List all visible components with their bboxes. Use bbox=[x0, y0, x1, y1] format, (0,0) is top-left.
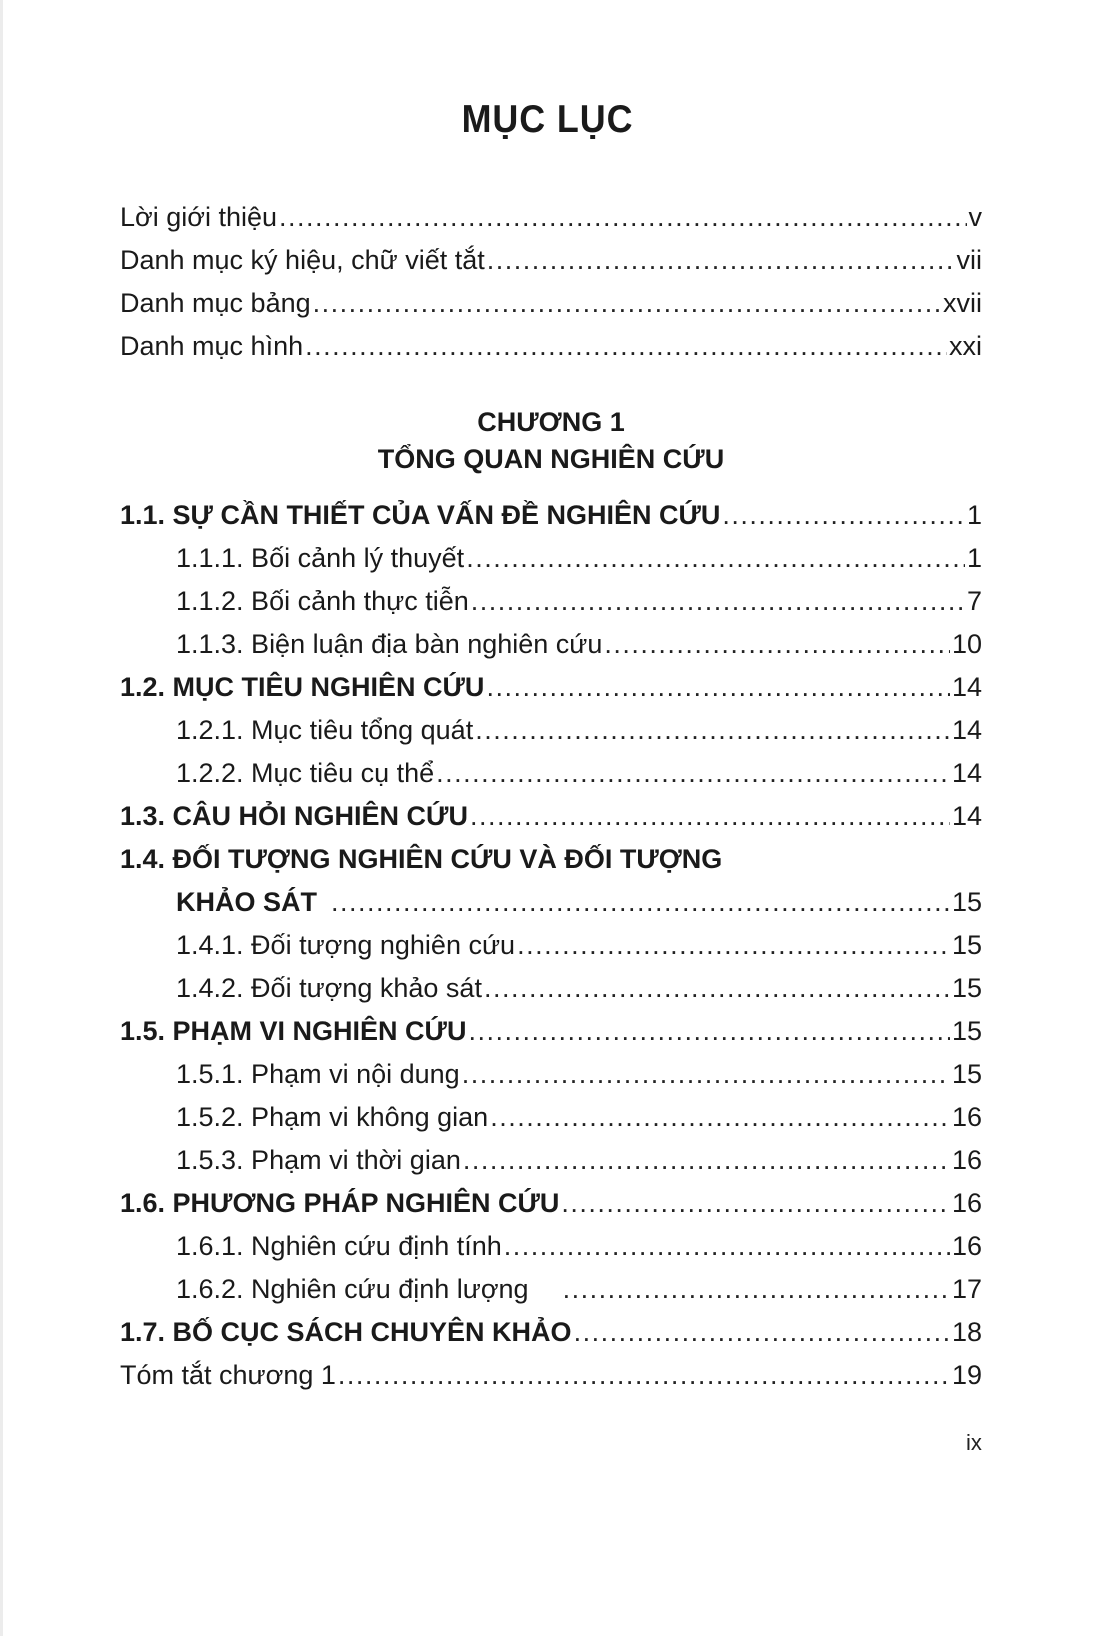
toc-section[interactable] bbox=[120, 495, 982, 535]
entry-label: 1.5. PHẠM VI NGHIÊN CỨU bbox=[120, 1016, 467, 1046]
toc-section-line2[interactable] bbox=[120, 882, 982, 922]
dot-leader bbox=[486, 667, 950, 707]
toc-section[interactable] bbox=[120, 1312, 982, 1352]
chapter-number: CHƯƠNG 1 bbox=[477, 407, 625, 437]
entry-page: vii bbox=[956, 245, 982, 275]
entry-page: 15 bbox=[951, 1059, 982, 1089]
entry-label: 1.3. CÂU HỎI NGHIÊN CỨU bbox=[120, 801, 468, 831]
dot-leader bbox=[475, 710, 950, 750]
dot-leader bbox=[604, 624, 950, 664]
entry-label-continuation: KHẢO SÁT bbox=[176, 887, 317, 917]
entry-label: 1.1.1. Bối cảnh lý thuyết bbox=[176, 543, 465, 573]
toc-entry-front-matter[interactable] bbox=[120, 240, 982, 280]
entry-page: 15 bbox=[951, 973, 982, 1003]
entry-label: 1.4.2. Đối tượng khảo sát bbox=[176, 973, 482, 1003]
toc-subsection[interactable] bbox=[120, 968, 982, 1008]
dot-leader bbox=[574, 1312, 950, 1352]
entry-page: 14 bbox=[951, 801, 982, 831]
toc-section[interactable] bbox=[120, 1011, 982, 1051]
entry-page: 16 bbox=[951, 1102, 982, 1132]
entry-page: 15 bbox=[951, 887, 982, 917]
entry-label: 1.5.1. Phạm vi nội dung bbox=[176, 1059, 460, 1089]
entry-page: 1 bbox=[966, 543, 982, 573]
dot-leader bbox=[561, 1183, 950, 1223]
entry-label: 1.6.2. Nghiên cứu định lượng bbox=[176, 1274, 529, 1304]
entry-label: 1.6.1. Nghiên cứu định tính bbox=[176, 1231, 502, 1261]
entry-page: 10 bbox=[951, 629, 982, 659]
toc-section[interactable] bbox=[120, 667, 982, 707]
entry-page: 14 bbox=[951, 715, 982, 745]
entry-page: 14 bbox=[951, 758, 982, 788]
dot-leader bbox=[331, 882, 950, 922]
entry-page: 16 bbox=[951, 1231, 982, 1261]
entry-page: 7 bbox=[966, 586, 982, 616]
entry-label: 1.6. PHƯƠNG PHÁP NGHIÊN CỨU bbox=[120, 1188, 560, 1218]
toc-section[interactable] bbox=[120, 796, 982, 836]
entry-label: 1.4.1. Đối tượng nghiên cứu bbox=[176, 930, 516, 960]
toc-subsection[interactable] bbox=[120, 1140, 982, 1180]
entry-page: xxi bbox=[949, 331, 982, 361]
dot-leader bbox=[466, 538, 965, 578]
chapter-title: TỔNG QUAN NGHIÊN CỨU bbox=[377, 444, 725, 474]
dot-leader bbox=[468, 1011, 950, 1051]
toc-subsection[interactable] bbox=[120, 1054, 982, 1094]
dot-leader bbox=[471, 581, 965, 621]
dot-leader bbox=[305, 326, 947, 366]
entry-page: 14 bbox=[951, 672, 982, 702]
entry-label: 1.2. MỤC TIÊU NGHIÊN CỨU bbox=[120, 672, 485, 702]
entry-label: Danh mục hình bbox=[120, 331, 304, 361]
dot-leader bbox=[279, 197, 967, 237]
toc-subsection[interactable] bbox=[120, 538, 982, 578]
entry-page: 16 bbox=[951, 1188, 982, 1218]
dot-leader bbox=[504, 1226, 950, 1266]
entry-label: 1.1.2. Bối cảnh thực tiễn bbox=[176, 586, 469, 616]
entry-page: 15 bbox=[951, 1016, 982, 1046]
toc-chapter-summary[interactable] bbox=[120, 1355, 982, 1395]
dot-leader bbox=[313, 283, 941, 323]
toc-entry-front-matter[interactable] bbox=[120, 197, 982, 237]
toc-section-line1[interactable] bbox=[120, 839, 982, 879]
dot-leader bbox=[722, 495, 965, 535]
dot-leader bbox=[338, 1355, 950, 1395]
entry-label: Danh mục ký hiệu, chữ viết tắt bbox=[120, 245, 485, 275]
entry-label: 1.2.2. Mục tiêu cụ thể bbox=[176, 758, 435, 788]
dot-leader bbox=[490, 1097, 950, 1137]
entry-label: 1.5.2. Phạm vi không gian bbox=[176, 1102, 489, 1132]
toc-subsection[interactable] bbox=[120, 1226, 982, 1266]
entry-page: xvii bbox=[943, 288, 982, 318]
toc-subsection[interactable] bbox=[120, 1097, 982, 1137]
dot-leader bbox=[487, 240, 955, 280]
page-title: MỤC LỤC bbox=[461, 98, 634, 141]
entry-page: v bbox=[968, 202, 982, 232]
toc-section[interactable] bbox=[120, 1183, 982, 1223]
dot-leader bbox=[436, 753, 950, 793]
toc-subsection[interactable] bbox=[120, 624, 982, 664]
entry-page: 16 bbox=[951, 1145, 982, 1175]
entry-label: 1.7. BỐ CỤC SÁCH CHUYÊN KHẢO bbox=[120, 1317, 572, 1347]
toc-entry-front-matter[interactable] bbox=[120, 326, 982, 366]
page-edge bbox=[0, 0, 3, 1636]
page-number: ix bbox=[966, 1430, 982, 1455]
toc-subsection[interactable] bbox=[120, 710, 982, 750]
toc-subsection[interactable] bbox=[120, 581, 982, 621]
dot-leader bbox=[470, 796, 950, 836]
dot-leader bbox=[563, 1269, 950, 1309]
entry-page: 17 bbox=[951, 1274, 982, 1304]
entry-page: 1 bbox=[966, 500, 982, 530]
entry-label: 1.4. ĐỐI TƯỢNG NGHIÊN CỨU VÀ ĐỐI TƯỢNG bbox=[120, 844, 723, 874]
entry-page: 15 bbox=[951, 930, 982, 960]
toc-subsection[interactable] bbox=[120, 925, 982, 965]
dot-leader bbox=[463, 1140, 950, 1180]
entry-page: 18 bbox=[951, 1317, 982, 1347]
entry-label: 1.2.1. Mục tiêu tổng quát bbox=[176, 715, 474, 745]
entry-label: 1.1.3. Biện luận địa bàn nghiên cứu bbox=[176, 629, 603, 659]
dot-leader bbox=[517, 925, 950, 965]
entry-label: Danh mục bảng bbox=[120, 288, 311, 318]
dot-leader bbox=[484, 968, 950, 1008]
dot-leader bbox=[462, 1054, 950, 1094]
toc-subsection[interactable] bbox=[120, 1269, 982, 1309]
entry-page: 19 bbox=[951, 1360, 982, 1390]
toc-entry-front-matter[interactable] bbox=[120, 283, 982, 323]
entry-label: Tóm tắt chương 1 bbox=[120, 1360, 336, 1390]
entry-label: 1.1. SỰ CẦN THIẾT CỦA VẤN ĐỀ NGHIÊN CỨU bbox=[120, 500, 721, 530]
entry-label: 1.5.3. Phạm vi thời gian bbox=[176, 1145, 461, 1175]
entry-label: Lời giới thiệu bbox=[120, 202, 277, 232]
toc-subsection[interactable] bbox=[120, 753, 982, 793]
